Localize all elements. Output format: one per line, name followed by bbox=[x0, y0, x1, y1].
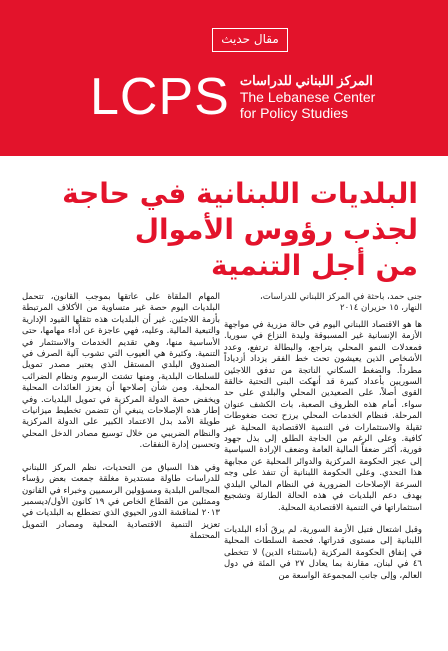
header-banner bbox=[0, 0, 448, 156]
paragraph: وفي هذا السياق من التحديات، نظم المركز اللبناني للدراسات طاولة مستديرة مغلقة جمعت بعض رؤساء المجالس البلدية ومسؤولين الرسميين وخبراء في القانون وممثلين من القطاع الخاص في ١٩ كانون الأول/ديسمبر ٢٠١٣ لمناقشة الدور الحيوي الذي تضطلع به البلديات في تعزيز التنمية الاقتصادية المحلية ومصادر التمويل المحتملة bbox=[22, 462, 221, 542]
lcps-logo bbox=[90, 62, 375, 132]
byline bbox=[232, 292, 422, 314]
org-name-english-1: The Lebanese Center bbox=[239, 89, 376, 105]
article-title bbox=[18, 176, 418, 284]
body-column-left bbox=[22, 292, 220, 554]
org-name-english-2: for Policy Studies bbox=[239, 105, 349, 121]
paragraph: ها هو الاقتصاد اللبناني اليوم في حالة مزرية في مواجهة الأزمة الإنسانية غير المسبوقة وليدة النزاع في سوريا. فمعدلات النمو المحلي يتراجع، والبطالة ترتفع، وعدد الأشخاص الذين يعيشون تحت خط الفقر يزداد أزدياداً مطرداً. والضغط السكاني الناتجة من تدفق اللاجئين السوريين بأعداد كبيرة قد أنهكت البنى التحتية خالقة القوى أصلاً، على الصعيدين المحلي والبلدي على حد سواء. أمام هذه الظروف الصعبة، بات الكشف عنوان المرحلة. فنظام الخدمات المحلي يرزح تحت ضغوطات ثقيلة والاستثمارات في التنمية الاقتصادية المحلية غير كافية. وعلى الرغم من الحاجة الطلق إلى بذل جهود فورية، أكثر ضعفاً المالية العامة وضعف الإرادة السياسية إلى عجز الحكومة المركزية والدوائر المحلية عن مجابهة هذا التحدي. وعلى الحكومة اللبنانية أن تنفذ على وجه السرعة الإصلاحات الضرورية في النظام المالي البلدي بهدف دعم البلديات في هذه الحالة الطارئة وتشجيع استثماراتها في التنمية الاقتصادية المحلية. bbox=[224, 320, 422, 513]
article-type-tag: مقال حديث bbox=[212, 28, 288, 52]
paragraph: وقبل اشتعال فتيل الأزمة السورية، لم يرقَ أداء البلديات اللبنانية إلى مستوى قدراتها. فحصة السلطات المحلية في إنفاق الحكومة المركزية (باستثناء الدين) لا تتخطى ٤٦ في لبنان، مقارنة بما يعادل ٢٧ في المئة في دول العالم، وإلى جانب المجموعة الواسعة من bbox=[224, 524, 422, 581]
body-column-right bbox=[224, 320, 422, 593]
logo-text bbox=[240, 73, 375, 121]
paragraph: المهام الملقاة على عاتقها بموجب القانون، تتحمل البلديات اليوم حصة غير متساوية من الأكلاف المرتبطة بأزمة اللاجئين. غير أن البلديات هذه تثقلها القيود الإدارية والتبعية المالية. وعليه، فهي عاجزة عن أداء مهامها، حتى الأساسية منها، وهي تقديم الخدمات والاستثمار في التنمية. وكثيرة هي العيوب التي تشوب آلية الصرف في الصندوق البلدي المستقل الذي يعتبر مصدر تمويل للسلطات البلدية، ومنها تشتت الرسوم ونظام الضرائب المحلية. ومن شأن إصلاحها أن يعزز العائدات المحلية ويخفض حصة الدولة المركزية في تمويل البلديات. وفي إطار هذه الإصلاحات ينبغي أن تتضمن تخطيط ميزانيات طويلة الأمد بدل الاعتماد الكبير على الدولة المركزية والنظام الضريبي من خلال توسيع مصادر الدخل المحلي وتحسين إدارة النفقات. bbox=[22, 292, 220, 451]
title-line-3: من أجل التنمية bbox=[211, 249, 418, 282]
title-line-2: لجذب رؤوس الأموال bbox=[134, 213, 418, 246]
logo-mark: LCPS bbox=[90, 68, 230, 126]
byline-author: جنى حمد، باحثة في المركز اللبناني للدراسات، bbox=[260, 292, 422, 302]
title-line-1: البلديات اللبنانية في حاجة bbox=[62, 177, 418, 210]
org-name-arabic: المركز اللبناني للدراسات bbox=[239, 73, 373, 88]
byline-source-date: النهار، ١٥ حزيران ٢٠١٤ bbox=[340, 303, 422, 313]
